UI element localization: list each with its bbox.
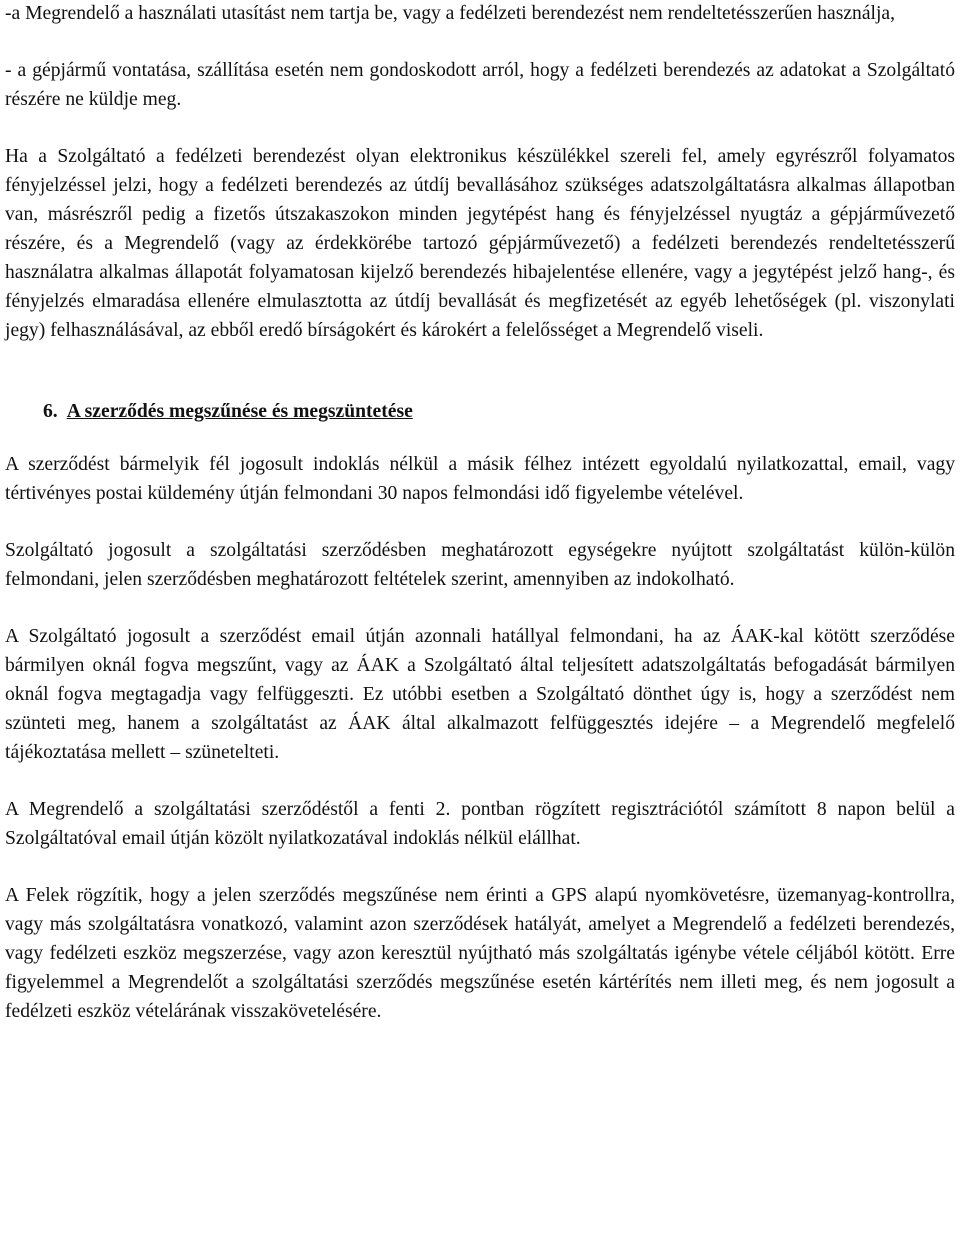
paragraph-partial-termination: Szolgáltató jogosult a szolgáltatási szerződésben meghatározott egységekre nyújtott szolgáltatást külön-külön felmondani, jelen szerződésben meghatározott feltételek szerint, amennyiben az indokolható. <box>5 540 955 590</box>
paragraph-immediate-termination: A Szolgáltató jogosult a szerződést email útján azonnali hatállyal felmondani, ha az ÁAK-kal kötött szerződése bármilyen oknál fogva megszűnt, vagy az ÁAK a Szolgáltató által teljesített adatszolgáltatás befogadását bármilyen oknál fogva megtagadja vagy felfüggeszti. Ez utóbbi esetben a Szolgáltató dönthet úgy is, hogy a szerződést nem szünteti meg, hanem a szolgáltatást az ÁAK által alkalmazott felfüggesztés idejére – a Megrendelő megfelelő tájékoztatása mellett – szünetelteti. <box>5 626 955 763</box>
paragraph-withdrawal: A Megrendelő a szolgáltatási szerződéstől a fenti 2. pontban rögzített regisztrációtól számított 8 napon belül a Szolgáltatóval email útján közölt nyilatkozatával indoklás nélkül elállhat. <box>5 799 955 849</box>
section-number: 6. <box>43 401 58 422</box>
list-item-towing: - a gépjármű vontatása, szállítása esetén nem gondoskodott arról, hogy a fedélzeti berendezés az adatokat a Szolgáltató részére ne küldje meg. <box>5 60 955 110</box>
document-page <box>5 0 955 1026</box>
paragraph-gps-device: Ha a Szolgáltató a fedélzeti berendezést olyan elektronikus készülékkel szereli fel, amely egyrészről folyamatos fényjelzéssel jelzi, hogy a fedélzeti berendezés az útdíj bevallásához szükséges adatszolgáltatásra alkalmas állapotban van, másrészről pedig a fizetős útszakaszokon minden jegytépést hang és fényjelzéssel nyugtáz a gépjárművezető részére, és a Megrendelő (vagy az érdekkörébe tartozó gépjárművezető) a fedélzeti berendezés rendeltetésszerű használatra alkalmas állapotát folyamatosan kijelző berendezés hibajelentése ellenére, vagy a jegytépést jelző hang-, és fényjelzés elmaradása ellenére elmulasztotta az útdíj bevallását és megfizetését az egyéb lehetőségek (pl. viszonylati jegy) felhasználásával, az ebből eredő bírságokért és károkért a felelősséget a Megrendelő viseli. <box>5 146 955 341</box>
paragraph-other-contracts: A Felek rögzítik, hogy a jelen szerződés megszűnése nem érinti a GPS alapú nyomkövetésre, üzemanyag-kontrollra, vagy más szolgáltatásra vonatkozó, valamint azon szerződések hatályát, amelyet a Megrendelő a fedélzeti berendezés, vagy fedélzeti eszköz megszerzése, vagy azon keresztül nyújtható más szolgáltatás igénybe vétele céljából kötött. Erre figyelemmel a Megrendelőt a szolgáltatási szerződés megszűnése esetén kártérítés nem illeti meg, és nem jogosult a fedélzeti eszköz vételárának visszakövetelésére. <box>5 885 955 1022</box>
section-title: A szerződés megszűnése és megszüntetése <box>66 401 413 422</box>
section-heading <box>5 397 955 426</box>
list-item-usage-violation: -a Megrendelő a használati utasítást nem tartja be, vagy a fedélzeti berendezést nem rendeltetésszerűen használja, <box>5 3 896 24</box>
paragraph-termination-notice: A szerződést bármelyik fél jogosult indoklás nélkül a másik félhez intézett egyoldalú nyilatkozattal, email, vagy tértivényes postai küldemény útján felmondani 30 napos felmondási idő figyelembe vételével. <box>5 454 955 504</box>
